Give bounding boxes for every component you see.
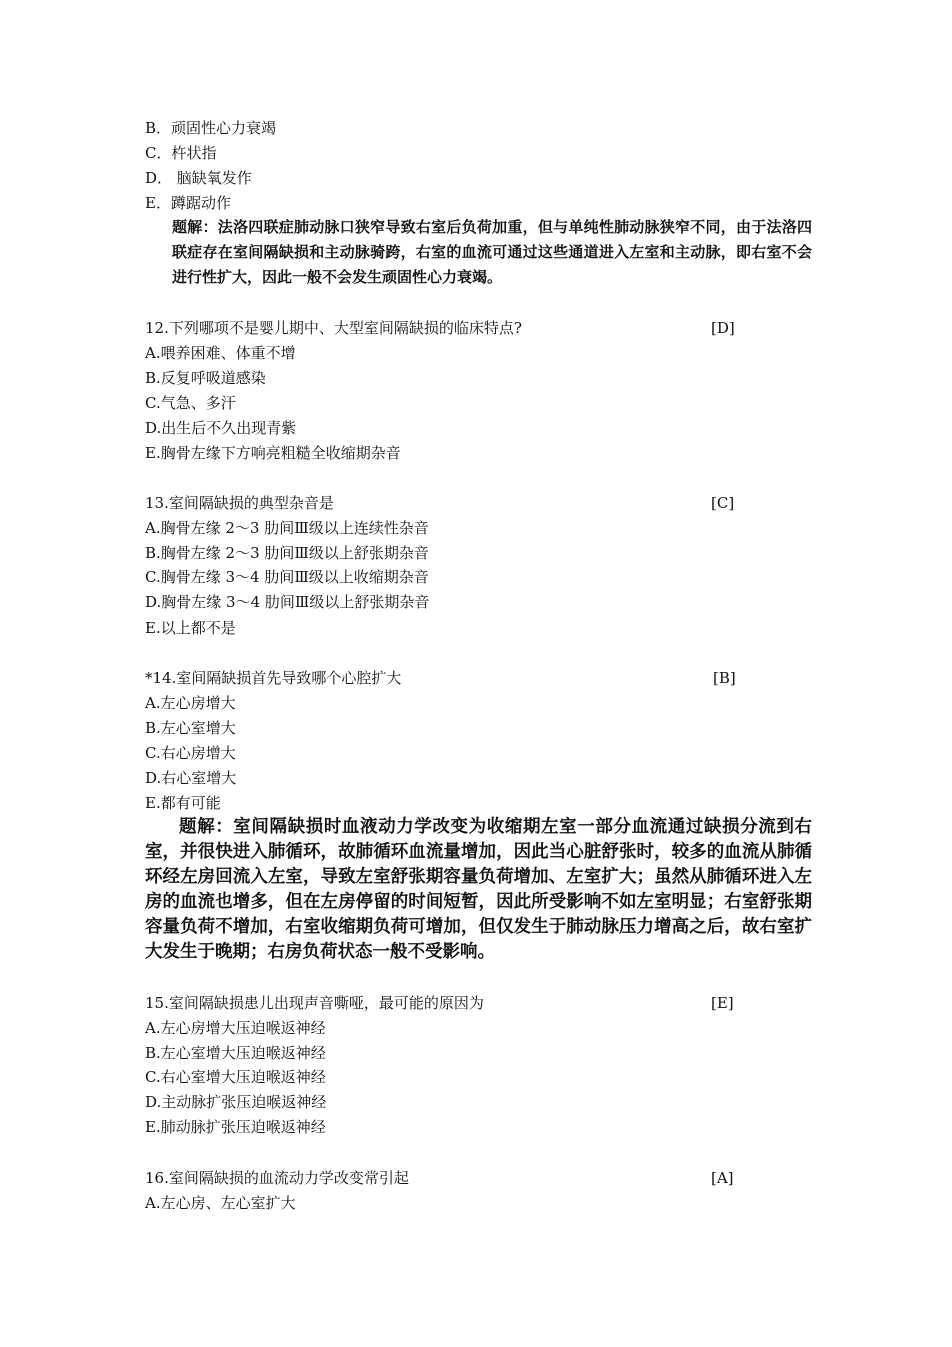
q15-option-a: A.左心房增大压迫喉返神经 bbox=[145, 1019, 326, 1037]
q15-option-e: E.肺动脉扩张压迫喉返神经 bbox=[145, 1118, 326, 1136]
q14-stem: *14.室间隔缺损首先导致哪个心腔扩大 bbox=[145, 669, 402, 687]
q12-option-d: D.出生后不久出现青紫 bbox=[145, 419, 297, 437]
q12-option-a: A.喂养困难、体重不增 bbox=[145, 344, 296, 362]
q12-option-c: C.气急、多汗 bbox=[145, 394, 236, 412]
q13-answer: [C] bbox=[711, 494, 735, 512]
q11-option-b: B．顽固性心力衰竭 bbox=[145, 119, 277, 137]
q11-option-d: D． 脑缺氧发作 bbox=[145, 169, 252, 187]
q12-answer: [D] bbox=[711, 319, 735, 337]
q12-option-e: E.胸骨左缘下方响亮粗糙全收缩期杂音 bbox=[145, 444, 401, 462]
q15-option-c: C.右心室增大压迫喉返神经 bbox=[145, 1068, 326, 1086]
q12-stem: 12.下列哪项不是婴儿期中、大型室间隔缺损的临床特点? bbox=[145, 319, 522, 337]
q14-explanation: 题解：室间隔缺损时血液动力学改变为收缩期左室一部分血流通过缺损分流到右室，并很快进入肺循环，故肺循环血流量增加，因此当心脏舒张时，较多的血流从肺循环经左房回流入左室，导致左室舒张期容量负荷增加、左室扩大；虽然从肺循环进入左房的血流也增多，但在左房停留的时间短暂，因此所受影响不如左室明显；右室舒张期容量负荷不增加，右室收缩期负荷可增加，但仅发生于肺动脉压力增高之后，故右室扩大发生于晚期；右房负荷状态一般不受影响。 bbox=[145, 817, 812, 962]
q14-option-e: E.都有可能 bbox=[145, 794, 221, 812]
q14-option-a: A.左心房增大 bbox=[145, 694, 236, 712]
q13-option-d: D.胸骨左缘 3～4 肋间Ⅲ级以上舒张期杂音 bbox=[145, 593, 430, 611]
q14-option-c: C.右心房增大 bbox=[145, 744, 236, 762]
q11-option-e: E．蹲踞动作 bbox=[145, 194, 231, 212]
q13-stem: 13.室间隔缺损的典型杂音是 bbox=[145, 494, 334, 512]
q15-stem: 15.室间隔缺损患儿出现声音嘶哑，最可能的原因为 bbox=[145, 994, 484, 1012]
q14-option-d: D.右心室增大 bbox=[145, 769, 237, 787]
q13-option-b: B.胸骨左缘 2～3 肋间Ⅲ级以上舒张期杂音 bbox=[145, 544, 429, 562]
q15-option-b: B.左心室增大压迫喉返神经 bbox=[145, 1044, 326, 1062]
q14-answer: [B] bbox=[713, 669, 736, 687]
q11-explanation: 题解：法洛四联症肺动脉口狭窄导致右室后负荷加重，但与单纯性肺动脉狭窄不同，由于法洛四联症存在室间隔缺损和主动脉骑跨，右室的血流可通过这些通道进入左室和主动脉，即右室不会进行性扩大，因此一般不会发生顽固性心力衰竭。 bbox=[172, 218, 812, 286]
q16-option-a: A.左心房、左心室扩大 bbox=[145, 1194, 296, 1212]
q13-option-c: C.胸骨左缘 3～4 肋间Ⅲ级以上收缩期杂音 bbox=[145, 568, 429, 586]
q14-option-b: B.左心室增大 bbox=[145, 719, 236, 737]
q16-answer: [A] bbox=[711, 1169, 734, 1187]
q12-option-b: B.反复呼吸道感染 bbox=[145, 369, 266, 387]
q11-option-c: C．杵状指 bbox=[145, 144, 217, 162]
q13-option-e: E.以上都不是 bbox=[145, 619, 236, 637]
q15-option-d: D.主动脉扩张压迫喉返神经 bbox=[145, 1093, 327, 1111]
q16-stem: 16.室间隔缺损的血流动力学改变常引起 bbox=[145, 1169, 409, 1187]
q13-option-a: A.胸骨左缘 2～3 肋间Ⅲ级以上连续性杂音 bbox=[145, 519, 429, 537]
q15-answer: [E] bbox=[711, 994, 734, 1012]
